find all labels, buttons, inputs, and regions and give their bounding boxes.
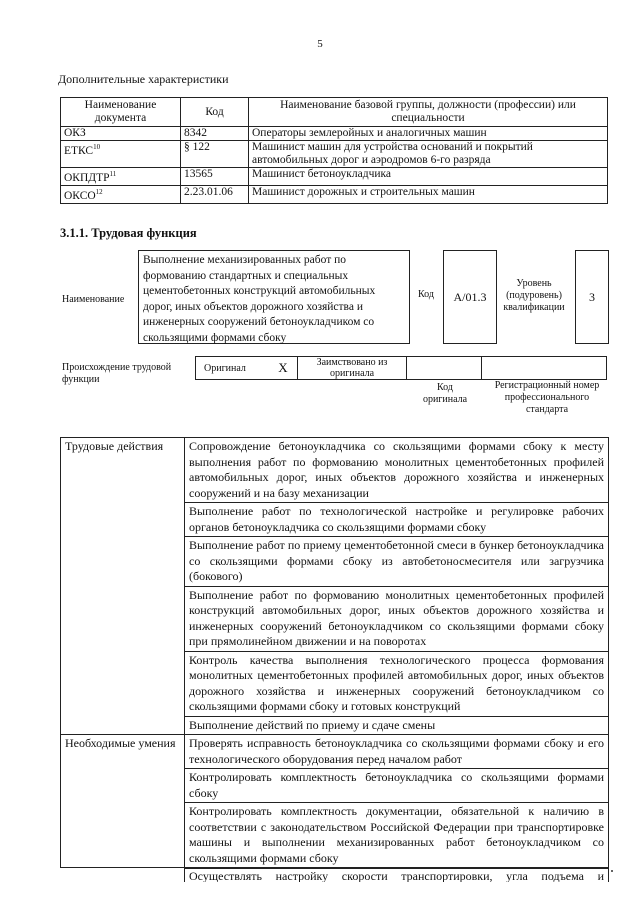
header-code: Код (181, 98, 249, 127)
doc-name: ЕТКС (64, 144, 94, 157)
table-row (61, 168, 608, 186)
doc-cell (61, 141, 181, 168)
table-row (61, 735, 609, 769)
doc-name: ОКСО (64, 189, 96, 202)
group-name-cell: Операторы землеройных и аналогичных машин (249, 127, 608, 141)
table-row (61, 141, 608, 168)
code-cell: 2.23.01.06 (181, 185, 249, 203)
skill-item: Контролировать комплектность документации, обязательной к наличию в соответствии с законодательством Российской Федерации при транспортировке машины и выполнении механизированных работ бетоноукладчиком со скользящими формами сбоку (185, 803, 609, 868)
original-mark: X (269, 357, 298, 380)
code-original-caption: Код оригинала (422, 382, 468, 405)
footnote-ref: 10 (93, 143, 101, 151)
page-number: 5 (317, 38, 323, 50)
name-label: Наименование (62, 294, 125, 305)
footnote-ref: 11 (109, 170, 117, 178)
additional-characteristics-title: Дополнительные характеристики (58, 72, 229, 86)
footnote-ref: 12 (95, 187, 103, 196)
skill-item: Контролировать комплектность бетоноукладчика со скользящими формами сбоку (185, 769, 609, 803)
labor-action-item: Выполнение действий по приему и сдаче смены (185, 716, 609, 735)
labor-actions-label: Трудовые действия (61, 438, 185, 735)
skills-label: Необходимые умения (61, 735, 185, 868)
header-document: Наименование документа (61, 98, 181, 127)
reg-number-caption: Регистрационный номер профессионального стандарта (494, 380, 600, 415)
origin-label: Происхождение трудовой функции (62, 362, 172, 385)
labor-action-item: Выполнение работ по приему цементобетонной смеси в бункер бетоноукладчика со скользящими формами сбоку из автобетоносмесителя или загрузчика (бокового) (185, 537, 609, 587)
code-cell: 13565 (181, 168, 249, 186)
code-cell: 8342 (181, 127, 249, 141)
table-row (61, 127, 608, 141)
labor-action-item: Выполнение работ по формованию монолитных цементобетонных профилей конструкций автомобильных дорог, иных объектов дорожного хозяйства и инженерных сооружений бетоноукладчиком со скользящими формами сбоку при прямолинейном движении и на поворотах (185, 586, 609, 651)
labor-action-item: Выполнение работ по технологической настройке и регулировке рабочих органов бетоноукладчика со скользящими формами сбоку (185, 503, 609, 537)
code-cell: § 122 (181, 141, 249, 168)
skill-item: Проверять исправность бетоноукладчика со скользящими формами сбоку и его технологического оборудования перед началом работ (185, 735, 609, 769)
origin-table (195, 356, 607, 380)
qualification-level-box: 3 (575, 250, 609, 344)
table-row (61, 185, 608, 203)
doc-cell (61, 127, 181, 141)
reg-number-cell (482, 357, 607, 380)
original-label: Оригинал (196, 357, 270, 380)
code-label: Код (418, 289, 434, 300)
doc-cell (61, 185, 181, 203)
additional-characteristics-table (60, 97, 608, 204)
labor-function-details-table (60, 437, 609, 868)
table-header-row (61, 98, 608, 127)
group-name-cell: Машинист машин для устройства оснований и покрытий автомобильных дорог и аэродромов 6-го разряда (249, 141, 608, 168)
origin-row (196, 357, 607, 380)
labor-action-item: Контроль качества выполнения технологического процесса формования монолитных цементобетонных профилей автомобильных дорог, иных объектов дорожного хозяйства и инженерных сооружений бетоноукладчиком со скользящими формами сбоку и готовых конструкций (185, 651, 609, 716)
skill-item-cutoff (60, 868, 609, 882)
doc-name: ОКЗ (64, 127, 86, 139)
skill-item-partial: Осуществлять настройку скорости транспортировки, угла подъема и (184, 868, 609, 882)
doc-cell (61, 168, 181, 186)
function-code-box: A/01.3 (443, 250, 497, 344)
function-name-box: Выполнение механизированных работ по формованию стандартных и специальных цементобетонных конструкций автомобильных дорог, иных объектов дорожного хозяйства и инженерных сооружений бетоноукладчиком со скользящими формами сбоку (138, 250, 410, 344)
code-original-cell (407, 357, 482, 380)
group-name-cell: Машинист дорожных и строительных машин (249, 185, 608, 203)
doc-name: ОКПДТР (64, 171, 110, 184)
header-group-name: Наименование базовой группы, должности (профессии) или специальности (249, 98, 608, 127)
qualification-level-label: Уровень (подуровень) квалификации (503, 278, 565, 313)
table-row (61, 438, 609, 503)
scan-speck (611, 870, 613, 872)
labor-function-title: 3.1.1. Трудовая функция (60, 226, 197, 240)
borrowed-label: Заимствовано из оригинала (298, 357, 407, 380)
group-name-cell: Машинист бетоноукладчика (249, 168, 608, 186)
labor-action-item: Сопровождение бетоноукладчика со скользящими формами сбоку к месту выполнения работ по формованию монолитных цементобетонных профилей автомобильных дорог, иных объектов дорожного хозяйства и инженерных сооружений и на базу механизации (185, 438, 609, 503)
